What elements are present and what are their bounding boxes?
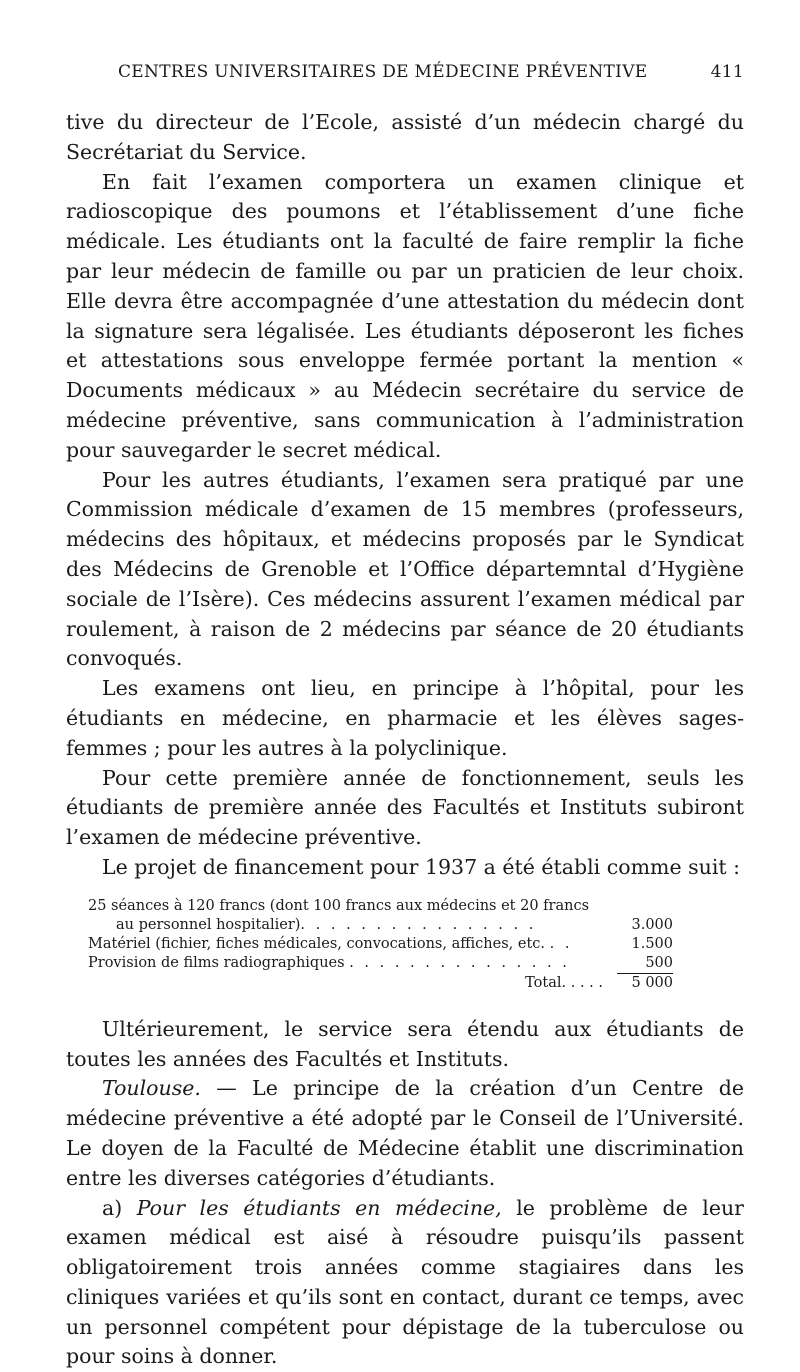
table-row-label-group [88, 916, 617, 935]
table-total-label: Total. . . . . [88, 974, 617, 993]
city-heading: Toulouse. [102, 1076, 201, 1100]
paragraph-5: Pour cette première année de fonctionnement, seuls les étudiants de première année des Facultés et Instituts subiront l’examen de médecine préventive. [66, 764, 744, 853]
table-row-label: 25 séances à 120 francs (dont 100 francs aux médecins et 20 francs [88, 897, 617, 916]
table-row-label-group [88, 954, 617, 973]
subsection-lead: Pour les étudiants en médecine, [137, 1196, 502, 1220]
table-total-row [88, 974, 673, 993]
body-text [66, 108, 744, 1372]
table-row [88, 916, 673, 935]
page-number: 411 [711, 62, 744, 82]
running-title: CENTRES UNIVERSITAIRES DE MÉDECINE PRÉVENTIVE [118, 62, 647, 82]
table-row [88, 897, 673, 916]
list-marker: a) [102, 1196, 137, 1220]
paragraph-9 [66, 1194, 744, 1372]
table-row-value: 1.500 [617, 935, 673, 954]
running-header [66, 62, 744, 92]
table-row-label: au personnel hospitalier) [116, 917, 300, 933]
table-row [88, 954, 673, 974]
table-row-value: 3.000 [617, 916, 673, 935]
table-row-label: Matériel (fichier, fiches médicales, convocations, affiches, etc. [88, 936, 545, 952]
leader-dots: . . . . . . . . . . . . . . . [349, 955, 570, 971]
table-total-value: 5 000 [617, 974, 673, 993]
paragraph-4: Les examens ont lieu, en principe à l’hôpital, pour les étudiants en médecine, en pharmacie et les élèves sages-femmes ; pour les autres à la polyclinique. [66, 674, 744, 763]
table-row-value: 500 [617, 954, 673, 974]
leader-dots: . . . . . . . . . . . . . . . . [300, 917, 536, 933]
table-row-label-group [88, 935, 617, 954]
table-row [88, 935, 673, 954]
paragraph-3: Pour les autres étudiants, l’examen sera pratiqué par une Commission médicale d’examen de 15 membres (professeurs, médecins des hôpitaux, et médecins proposés par le Syndicat des Médecins de Grenoble et l’Office départemntal d’Hygiène sociale de l’Isère). Ces médecins assurent l’examen médical par roulement, à raison de 2 médecins par séance de 20 étudiants convoqués. [66, 466, 744, 675]
financing-table [66, 897, 744, 993]
paragraph-6: Le projet de financement pour 1937 a été établi comme suit : [66, 853, 744, 883]
table-row-label: Provision de films radiographiques [88, 955, 345, 971]
paragraph-8-text: — Le principe de la création d’un Centre de médecine préventive a été adopté par le Conseil de l’Université. Le doyen de la Faculté de Médecine établit une discrimination entre les diverses catégories d’étudiants. [66, 1076, 744, 1189]
paragraph-9-text: le problème de leur examen médical est aisé à résoudre puisqu’ils passent obligatoirement trois années comme stagiaires dans les cliniques variées et qu’ils sont en contact, durant ce temps, avec un personnel compétent pour dépistage de la tuberculose ou pour soins à donner. [66, 1196, 744, 1369]
paragraph-7: Ultérieurement, le service sera étendu aux étudiants de toutes les années des Facultés et Instituts. [66, 1015, 744, 1075]
paragraph-2: En fait l’examen comportera un examen clinique et radioscopique des poumons et l’établissement d’une fiche médicale. Les étudiants ont la faculté de faire remplir la fiche par leur médecin de famille ou par un praticien de leur choix. Elle devra être accompagnée d’une attestation du médecin dont la signature sera légalisée. Les étudiants déposeront les fiches et attestations sous enveloppe fermée portant la mention « Documents médicaux » au Médecin secrétaire du service de médecine préventive, sans communication à l’administration pour sauvegarder le secret médical. [66, 168, 744, 466]
paragraph-1: tive du directeur de l’Ecole, assisté d’un médecin chargé du Secrétariat du Service. [66, 108, 744, 168]
leader-dots: . . [550, 936, 573, 952]
paragraph-8 [66, 1074, 744, 1193]
